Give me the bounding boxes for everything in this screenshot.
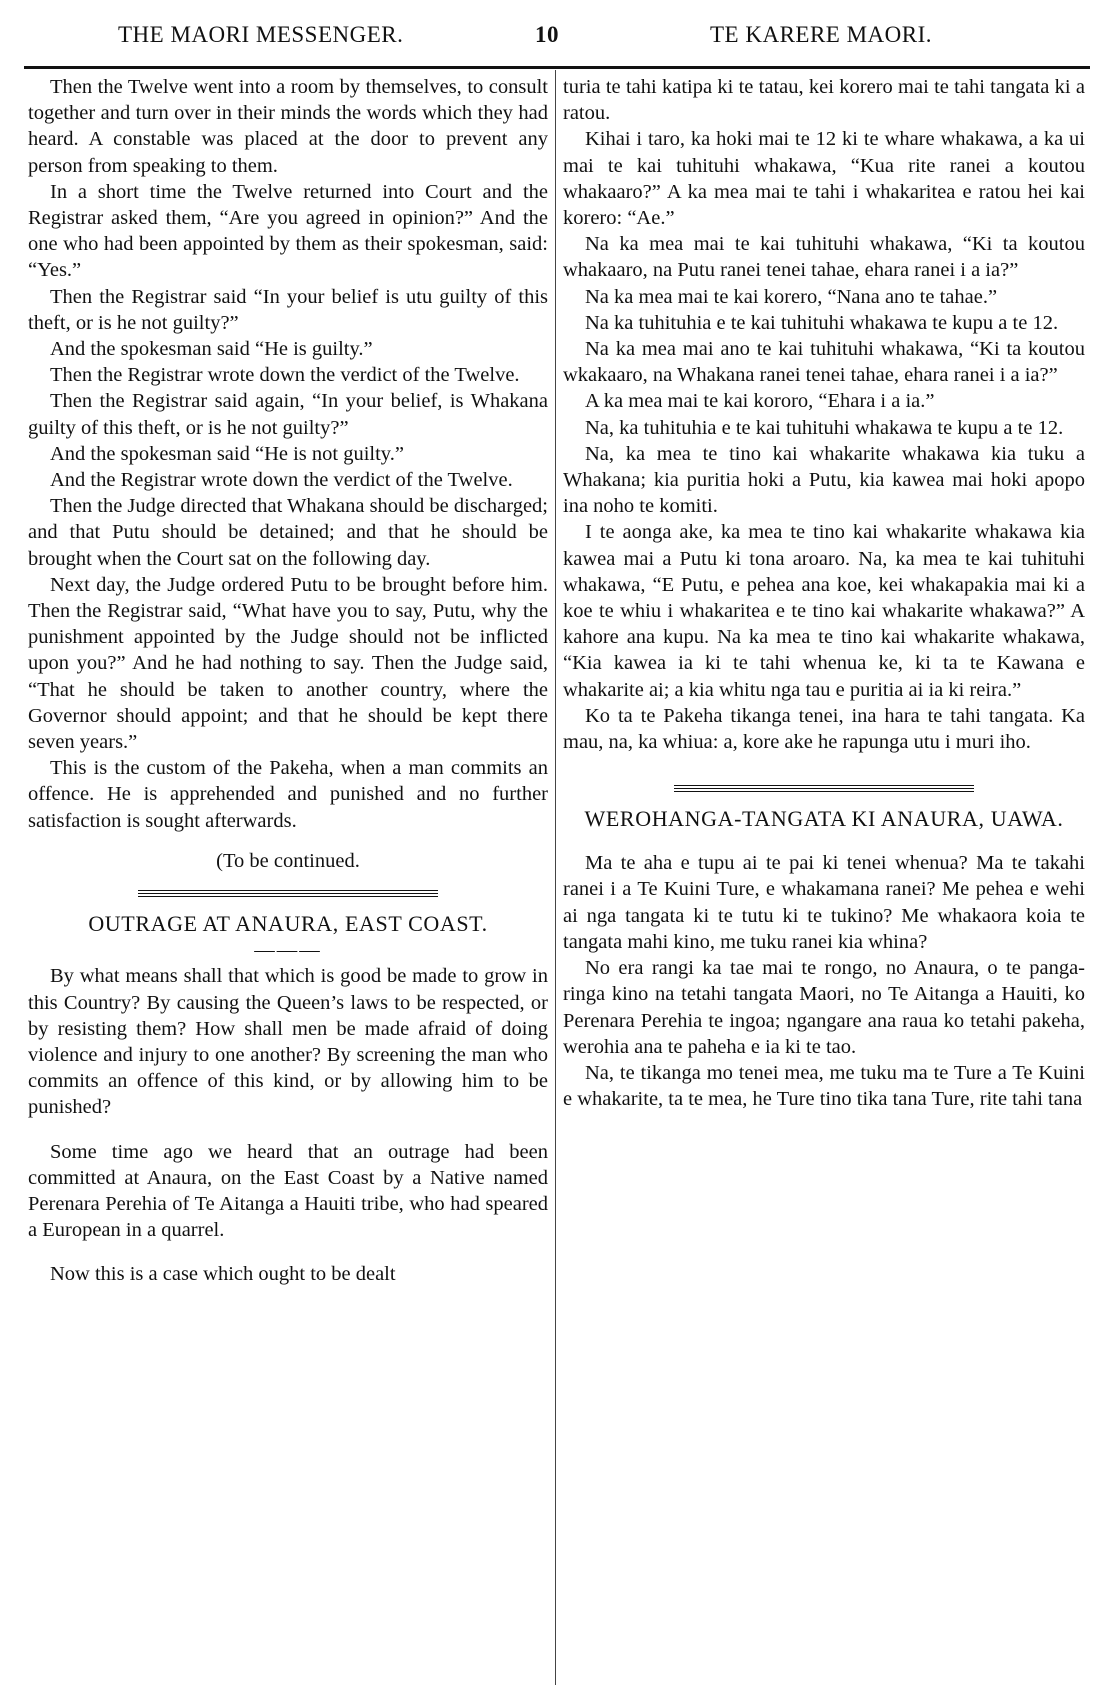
header-maori-title: TE KARERE MAORI. bbox=[710, 22, 933, 47]
paragraph: By what means shall that which is good be made to grow in this Country? By causing the Queen’s laws to be respected, or by resisting them? How shall men be made afraid of doing violence and injury to one another? By screening the man who commits an offence of this kind, or by allowing him to be punished? bbox=[28, 965, 548, 1119]
paragraph: Then the Judge directed that Whakana should be discharged; and that Putu should be detained; and that he should be brought when the Court sat on the following day. bbox=[28, 495, 548, 570]
paragraph: Na, ka mea te tino kai whakarite whakawa kia tuku a Whakana; kia puritia hoki a Putu, kia kawea mai hoki apopo ina noho te komiti. bbox=[563, 442, 1085, 518]
english-column bbox=[28, 74, 548, 1288]
paragraph: Some time ago we heard that an outrage had been committed at Anaura, on the East Coast by a Native named Perenara Perehia of Te Aitanga a Hauiti tribe, who had speared a European in a quarrel. bbox=[28, 1140, 548, 1242]
paragraph: No era rangi ka tae mai te rongo, no Anaura, o te panga-ringa kino na tetahi tangata Maori, no Te Aitanga a Hauiti, ko Perenara Perehia te ingoa; ngangare ana raua ko tetahi pakeha, werohia ana te paheha e ia ki te tao. bbox=[563, 957, 1085, 1058]
paragraph: Then the Twelve went into a room by themselves, to consult together and turn over in their minds the words which they had heard. A constable was placed at the door to prevent any person from speaking to them. bbox=[28, 76, 548, 177]
to-be-continued: (To be continued. bbox=[216, 849, 360, 872]
paragraph: Na ka mea mai te kai korero, “Nana ano te tahae.” bbox=[585, 285, 998, 308]
paragraph: This is the custom of the Pakeha, when a man commits an offence. He is apprehended and punished and no further satisfaction is sought afterwards. bbox=[28, 757, 548, 832]
title-dash: ——— bbox=[254, 939, 322, 962]
column-divider bbox=[555, 70, 556, 1685]
paragraph: turia te tahi katipa ki te tatau, kei korero mai te tahi tangata ki a ratou. bbox=[563, 76, 1085, 125]
paragraph: Next day, the Judge ordered Putu to be brought before him. Then the Registrar said, “What have you to say, Putu, why the punishment appointed by the Judge should not be inflicted upon you?” And he had nothing to say. Then the Judge said, “That he should be taken to another country, where the Governor should appoint; and that he should be kept there seven years.” bbox=[28, 573, 548, 754]
paragraph: In a short time the Twelve returned into Court and the Registrar asked them, “Are you agreed in opinion?” And the one who had been appointed by them as their spokesman, said: “Yes.” bbox=[28, 180, 548, 282]
paragraph: Then the Registrar said “In your belief is utu guilty of this theft, or is he not guilty?” bbox=[28, 285, 548, 334]
header-english-title: THE MAORI MESSENGER. bbox=[118, 22, 404, 47]
paragraph: Na, ka tuhituhia e te kai tuhituhi whakawa te kupu a te 12. bbox=[585, 416, 1064, 439]
paragraph: Na ka mea mai ano te kai tuhituhi whakawa, “Ki ta koutou wkakaaro, na Whakana ranei tenei tahae, ehara ranei i a ia?” bbox=[563, 338, 1085, 387]
paragraph: Now this is a case which ought to be dealt bbox=[50, 1263, 396, 1286]
paragraph: And the spokesman said “He is guilty.” bbox=[50, 338, 373, 361]
paragraph: Ko ta te Pakeha tikanga tenei, ina hara te tahi tangata. Ka mau, na, ka whiua: a, kore ake he rapunga utu i muri iho. bbox=[563, 704, 1085, 754]
paragraph: Ma te aha e tupu ai te pai ki tenei whenua? Ma te takahi ranei i a Te Kuini Ture, e whakamana ranei? Me pehea e wehi ai nga tangata ki te tutu ki te tukino? Me whakaora koia te tangata mahi kino, me tuku ranei kia whina? bbox=[563, 852, 1085, 953]
page-number: 10 bbox=[535, 22, 559, 47]
section-title: WEROHANGA-TANGATA KI ANAURA, UAWA. bbox=[584, 806, 1064, 832]
paragraph: And the spokesman said “He is not guilty.” bbox=[50, 442, 404, 465]
paragraph: Kihai i taro, ka hoki mai te 12 ki te whare whakawa, a ka ui mai te kai tuhituhi whakawa, “Kua rite ranei a koutou whakaaro?” A ka mea mai te tahi i whakaritea e ratou hei kai korero: “Ae.” bbox=[563, 128, 1085, 230]
paragraph: Na ka mea mai te kai tuhituhi whakawa, “Ki ta koutou whakaaro, na Putu ranei tenei tahae, ehara ranei i a ia?” bbox=[563, 233, 1085, 282]
paragraph: Na, te tikanga mo tenei mea, me tuku ma te Ture a Te Kuini e whakarite, ta te mea, he Ture tino tika tana Ture, rite tahi tana bbox=[563, 1061, 1085, 1111]
paragraph: I te aonga ake, ka mea te tino kai whakarite whakawa kia kawea mai a Putu ki tona aroaro. Na, ka mea te kai tuhituhi whakawa, “E Putu, e pehea ana koe, kei whakapakia mai ki a koe te whiu i whakaritea e te tino kai whakarite whakawa?” A kahore ana kupu. Na ka mea te tino kai whakarite whakawa, “Kia kawea ia ki te tahi whenua ke, ki ta te Kawana e whakarite ai; a kia whitu nga tau e puritia ai ia ki reira.” bbox=[563, 521, 1085, 701]
paragraph: Na ka tuhituhia e te kai tuhituhi whakawa te kupu a te 12. bbox=[585, 311, 1059, 334]
paragraph: Then the Registrar said again, “In your belief, is Whakana guilty of this theft, or is he not guilty?” bbox=[28, 390, 548, 439]
section-separator bbox=[138, 890, 438, 897]
paragraph: And the Registrar wrote down the verdict of the Twelve. bbox=[50, 469, 513, 492]
header-rule bbox=[24, 66, 1090, 69]
maori-column bbox=[563, 74, 1085, 1112]
section-title: OUTRAGE AT ANAURA, EAST COAST. bbox=[88, 911, 488, 937]
paragraph: Then the Registrar wrote down the verdict of the Twelve. bbox=[50, 364, 520, 387]
section-separator bbox=[674, 785, 974, 792]
page-header bbox=[0, 14, 1114, 54]
paragraph: A ka mea mai te kai kororo, “Ehara i a ia.” bbox=[585, 390, 935, 413]
